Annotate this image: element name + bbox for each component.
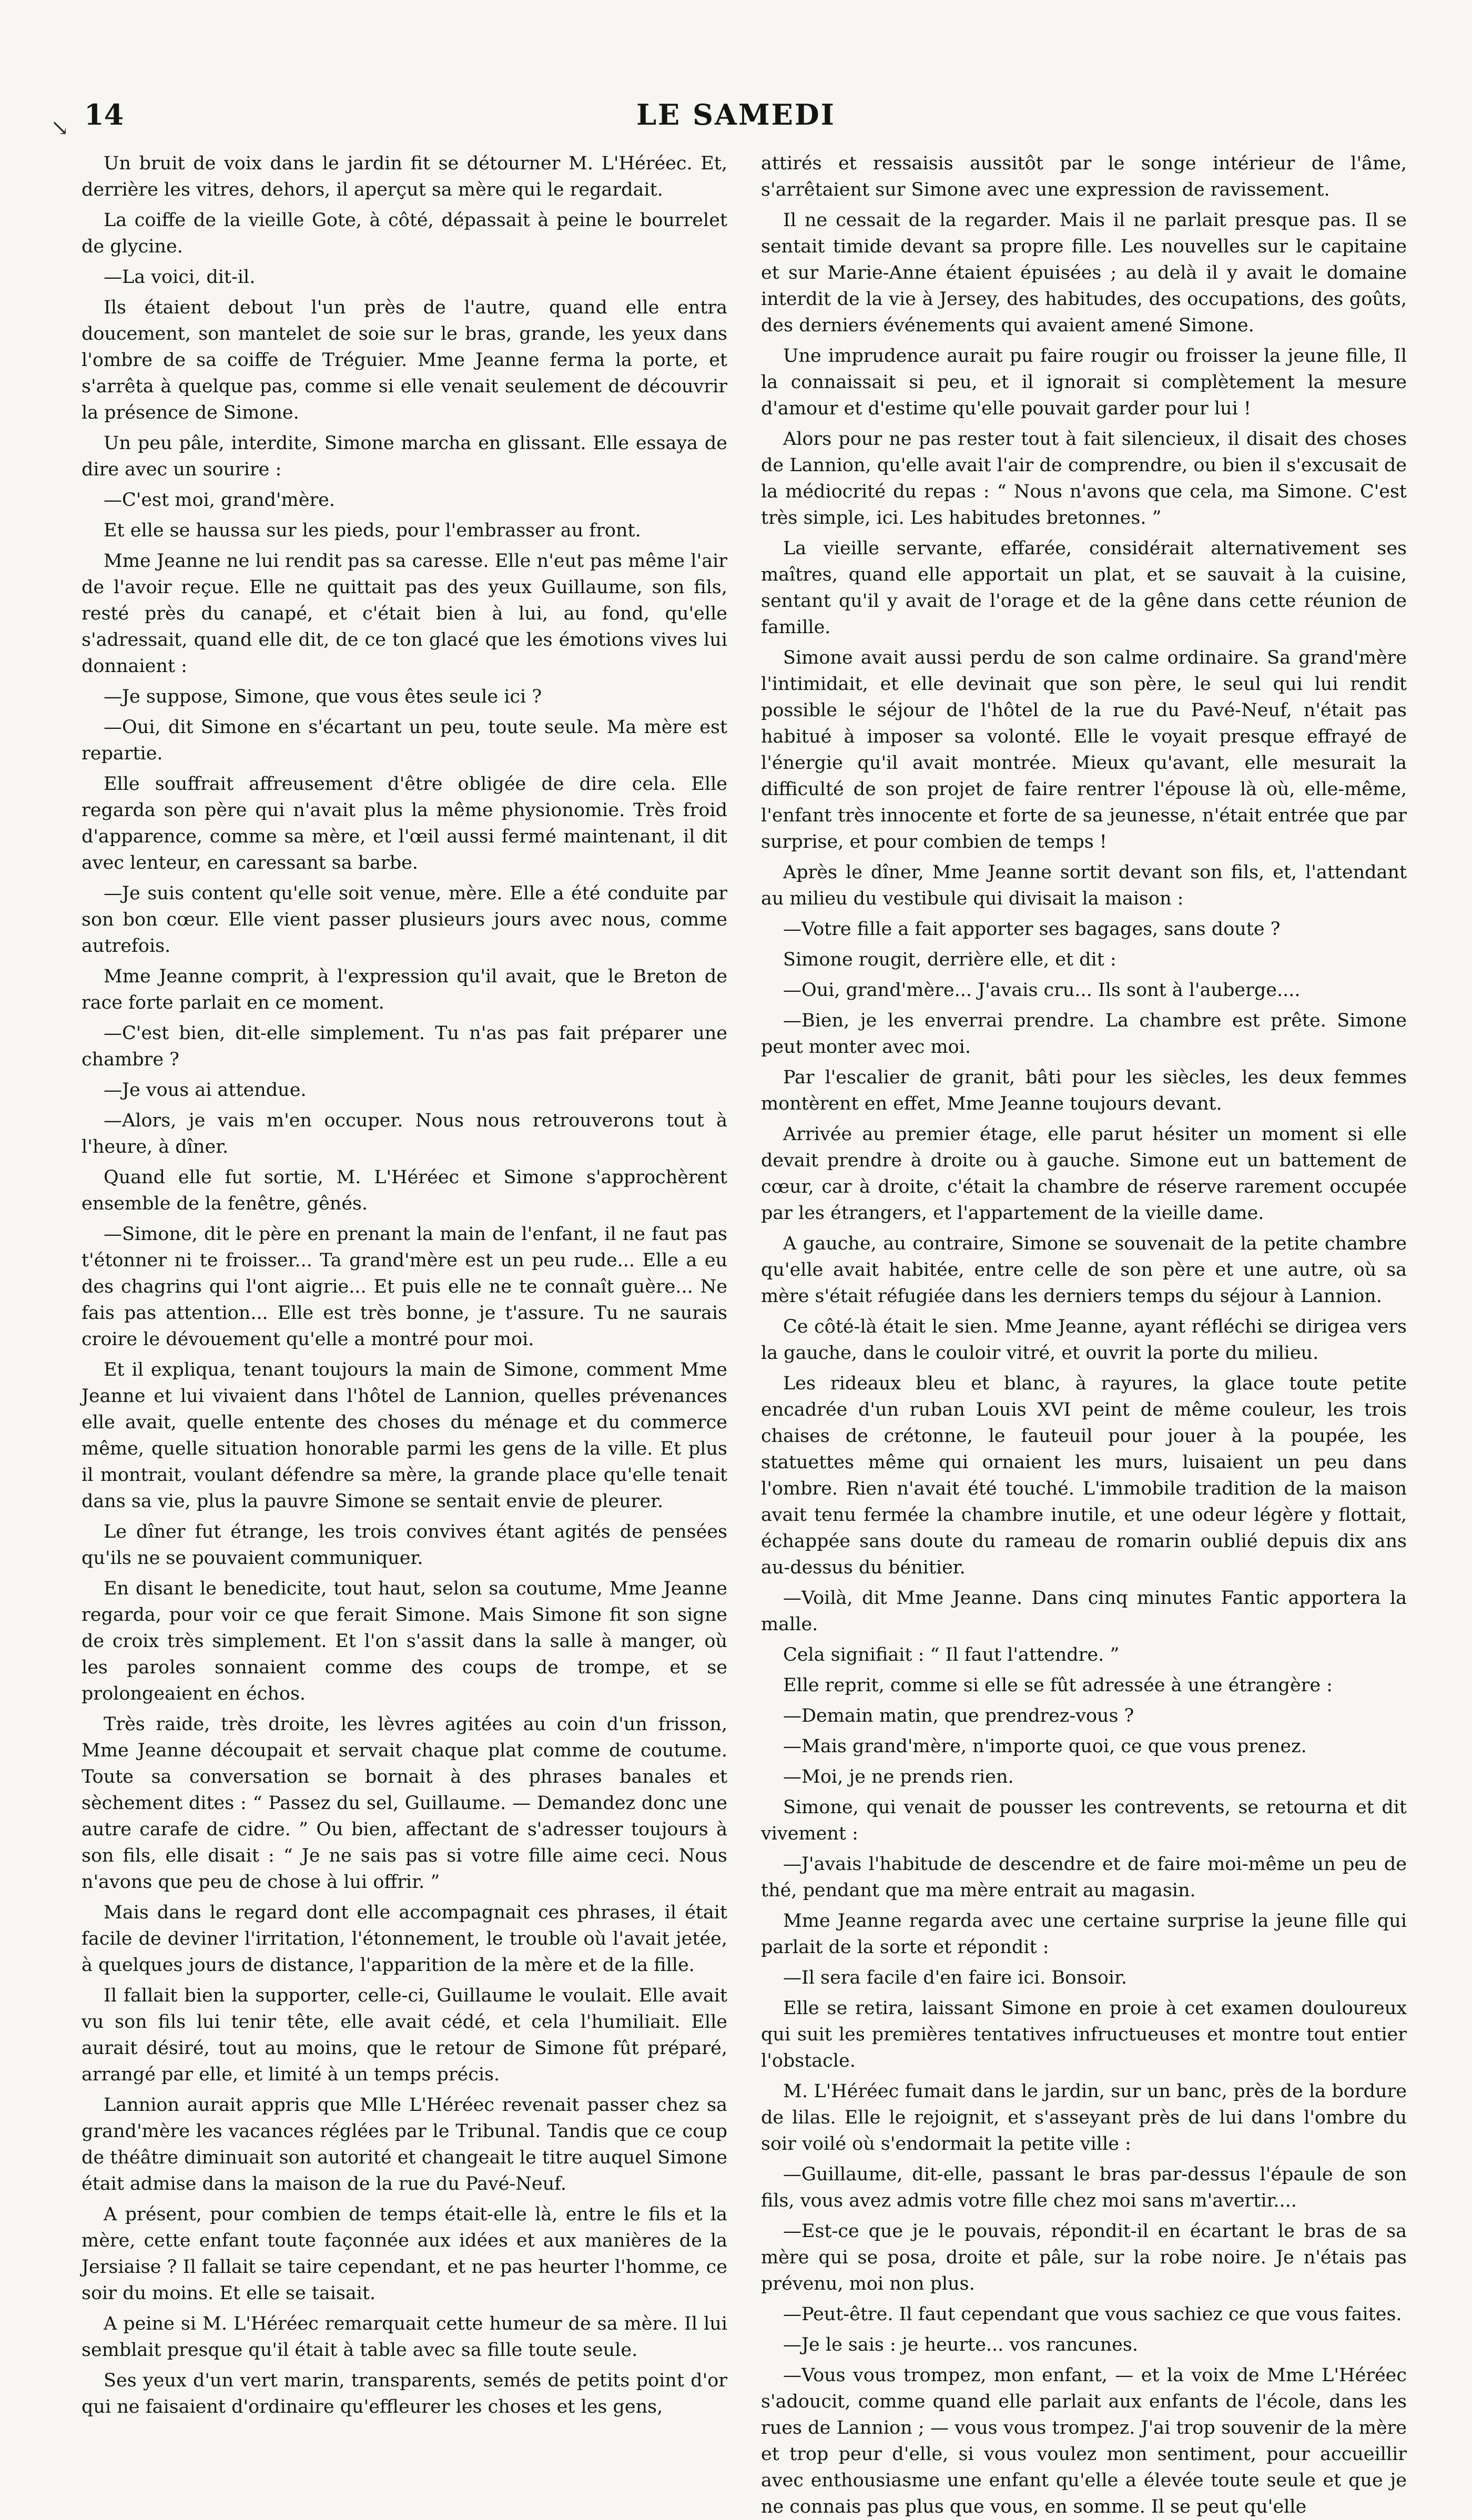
paragraph: —Votre fille a fait apporter ses bagages, sans doute ? (783, 919, 1281, 940)
right-column (761, 150, 1407, 2517)
paragraph: Mme Jeanne comprit, à l'expression qu'il avait, que le Breton de race forte parlait en ce moment. (82, 966, 727, 1013)
paragraph: Simone, qui venait de pousser les contrevents, se retourna et dit vivement : (761, 1797, 1407, 1844)
paragraph: Ses yeux d'un vert marin, transparents, semés de petits point d'or qui ne faisaient d'ordinaire qu'effleurer les choses et les gens, (82, 2370, 727, 2417)
paragraph: Mais dans le regard dont elle accompagnait ces phrases, il était facile de deviner l'irritation, l'étonnement, le trouble où l'avait jetée, à quelques jours de distance, l'apparition de la mère et de la fille. (82, 1902, 727, 1976)
paragraph: Mme Jeanne ne lui rendit pas sa caresse. Elle n'eut pas même l'air de l'avoir reçue. Elle ne quittait pas des yeux Guillaume, son fils, resté près du canapé, et c'était bien à lui, au fond, qu'elle s'adressait, quand elle dit, de ce ton glacé que les émotions vives lui donnaient : (82, 551, 727, 677)
margin-mark: ↘ (50, 115, 69, 140)
paragraph: —Moi, je ne prends rien. (783, 1766, 1014, 1787)
paragraph: Alors pour ne pas rester tout à fait silencieux, il disait des choses de Lannion, qu'elle avait l'air de comprendre, ou bien il s'excusait de la médiocrité du repas : “ Nous n'avons que cela, ma Simone. C'est très simple, ici. Les habitudes bretonnes. ” (761, 429, 1407, 529)
paragraph: Mme Jeanne regarda avec une certaine surprise la jeune fille qui parlait de la sorte et répondit : (761, 1911, 1407, 1958)
paragraph: —Voilà, dit Mme Jeanne. Dans cinq minutes Fantic apportera la malle. (761, 1588, 1407, 1635)
paragraph: —C'est moi, grand'mère. (104, 490, 336, 511)
paragraph: —Vous vous trompez, mon enfant, — et la voix de Mme L'Héréec s'adoucit, comme quand elle parlait aux enfants de l'école, dans les rues de Lannion ; — vous vous trompez. J'ai trop souvenir de la mère et trop peur d'elle, si vous voulez mon sentiment, pour accueillir avec enthousiasme une enfant qu'elle a élevée toute seule et que je ne connais pas plus que vous, en somme. Il se peut qu'elle (761, 2365, 1407, 2517)
paragraph: Simone avait aussi perdu de son calme ordinaire. Sa grand'mère l'intimidait, et elle devinait que son père, le seul qui lui rendit possible le séjour de l'hôtel de la rue du Pavé-Neuf, n'était pas habitué à imposer sa volonté. Elle le voyait presque effrayé de l'énergie qu'il avait montrée. Mieux qu'avant, elle mesurait la difficulté de son projet de faire rentrer l'épouse là où, elle-même, l'enfant très innocente et forte de sa jeunesse, n'était entrée que par surprise, et pour combien de temps ! (761, 647, 1407, 852)
paragraph: Elle se retira, laissant Simone en proie à cet examen douloureux qui suit les premières tentatives infructueuses et montre tout entier l'obstacle. (761, 1998, 1407, 2071)
paragraph: Ce côté-là était le sien. Mme Jeanne, ayant réfléchi se dirigea vers la gauche, dans le couloir vitré, et ouvrit la porte du milieu. (761, 1316, 1407, 1364)
paragraph: Elle reprit, comme si elle se fût adressée à une étrangère : (783, 1675, 1333, 1696)
paragraph: A présent, pour combien de temps était-elle là, entre le fils et la mère, cette enfant toute façonnée aux idées et aux manières de la Jersiaise ? Il fallait se taire cependant, et ne pas heurter l'homme, ce soir du moins. Et elle se taisait. (82, 2204, 727, 2304)
left-column (82, 150, 727, 2417)
paragraph: —Peut-être. Il faut cependant que vous sachiez ce que vous faites. (783, 2304, 1402, 2325)
paragraph: Et elle se haussa sur les pieds, pour l'embrasser au front. (104, 520, 641, 541)
paragraph: Les rideaux bleu et blanc, à rayures, la glace toute petite encadrée d'un ruban Louis XVI peint de même couleur, les trois chaises de crétonne, le fauteuil pour jouer à la poupée, les statuettes même qui ornaient les murs, luisaient un peu dans l'ombre. Rien n'avait été touché. L'immobile tradition de la maison avait tenu fermée la chambre inutile, et une odeur légère y flottait, échappée sans doute du rameau de romarin oublié depuis dix ans au-dessus du bénitier. (761, 1373, 1407, 1578)
paragraph: Il ne cessait de la regarder. Mais il ne parlait presque pas. Il se sentait timide devant sa propre fille. Les nouvelles sur le capitaine et sur Marie-Anne étaient épuisées ; au delà il y avait le domaine interdit de la vie à Jersey, des habitudes, des occupations, des goûts, des derniers événements qui avaient amené Simone. (761, 210, 1407, 336)
paragraph: Un peu pâle, interdite, Simone marcha en glissant. Elle essaya de dire avec un sourire : (82, 433, 727, 480)
paragraph: A gauche, au contraire, Simone se souvenait de la petite chambre qu'elle avait habitée, entre celle de son père et une autre, où sa mère s'était réfugiée dans les derniers temps du séjour à Lannion. (761, 1233, 1407, 1307)
paragraph: Il fallait bien la supporter, celle-ci, Guillaume le voulait. Elle avait vu son fils lui tenir tête, elle avait cédé, et cela l'humiliait. Elle aurait désiré, tout au moins, que le retour de Simone fût préparé, arrangé par elle, et limité à un temps précis. (82, 1985, 727, 2085)
text-columns (82, 150, 1407, 2517)
paragraph: Très raide, très droite, les lèvres agitées au coin d'un frisson, Mme Jeanne découpait et servait chaque plat comme de coutume. Toute sa conversation se bornait à des phrases banales et sèchement dites : “ Passez du sel, Guillaume. — Demandez donc une autre carafe de cidre. ” Ou bien, affectant de s'adresser toujours à son fils, elle disait : “ Je ne sais pas si votre fille aime ceci. Nous n'avons que peu de chose à lui offrir. ” (82, 1714, 727, 1893)
paragraph: —Oui, grand'mère... J'avais cru... Ils sont à l'auberge.... (783, 980, 1301, 1001)
paragraph: —Je suppose, Simone, que vous êtes seule ici ? (104, 686, 542, 707)
paragraph: Cela signifiait : “ Il faut l'attendre. ” (783, 1644, 1120, 1665)
paragraph: —J'avais l'habitude de descendre et de faire moi-même un peu de thé, pendant que ma mère entrait au magasin. (761, 1854, 1407, 1901)
paragraph: —Je suis content qu'elle soit venue, mère. Elle a été conduite par son bon cœur. Elle vient passer plusieurs jours avec nous, comme autrefois. (82, 883, 727, 957)
paragraph: —C'est bien, dit-elle simplement. Tu n'as pas fait préparer une chambre ? (82, 1023, 727, 1070)
page-number: 14 (84, 98, 124, 131)
paragraph: —Alors, je vais m'en occuper. Nous nous retrouverons tout à l'heure, à dîner. (82, 1110, 727, 1157)
paragraph: —La voici, dit-il. (104, 267, 256, 288)
paragraph: Une imprudence aurait pu faire rougir ou froisser la jeune fille, Il la connaissait si peu, et il ignorait si complètement la mesure d'amour et d'estime qu'elle pouvait garder pour lui ! (761, 346, 1407, 419)
paragraph: —Je le sais : je heurte... vos rancunes. (783, 2334, 1138, 2355)
paragraph: Par l'escalier de granit, bâti pour les siècles, les deux femmes montèrent en effet, Mme Jeanne toujours devant. (761, 1067, 1407, 1114)
paragraph: Un bruit de voix dans le jardin fit se détourner M. L'Héréec. Et, derrière les vitres, dehors, il aperçut sa mère qui le regardait. (82, 153, 727, 200)
paragraph: —Mais grand'mère, n'importe quoi, ce que vous prenez. (783, 1736, 1307, 1757)
paragraph: M. L'Héréec fumait dans le jardin, sur un banc, près de la bordure de lilas. Elle le rejoignit, et s'asseyant près de lui dans l'ombre du soir voilé où s'endormait la petite ville : (761, 2081, 1407, 2155)
paragraph: Après le dîner, Mme Jeanne sortit devant son fils, et, l'attendant au milieu du vestibule qui divisait la maison : (761, 862, 1407, 909)
paragraph: Ils étaient debout l'un près de l'autre, quand elle entra doucement, son mantelet de soie sur le bras, grande, les yeux dans l'ombre de sa coiffe de Tréguier. Mme Jeanne ferma la porte, et s'arrêta à quelque pas, comme si elle venait seulement de découvrir la présence de Simone. (82, 297, 727, 423)
paragraph: —Simone, dit le père en prenant la main de l'enfant, il ne faut pas t'étonner ni te froisser... Ta grand'mère est un peu rude... Elle a eu des chagrins qui l'ont aigrie... Et puis elle ne te connaît guère... Ne fais pas attention... Elle est très bonne, je t'assure. Tu ne saurais croire le dévouement qu'elle a montré pour moi. (82, 1224, 727, 1350)
paragraph: Et il expliqua, tenant toujours la main de Simone, comment Mme Jeanne et lui vivaient dans l'hôtel de Lannion, quelles prévenances elle avait, quelle entente des choses du ménage et du commerce même, quelle situation honorable parmi les gens de la ville. Et plus il montrait, voulant défendre sa mère, la grande place qu'elle tenait dans sa vie, plus la pauvre Simone se sentait envie de pleurer. (82, 1359, 727, 1512)
paragraph: Arrivée au premier étage, elle parut hésiter un moment si elle devait prendre à droite ou à gauche. Simone eut un battement de cœur, car à droite, c'était la chambre de réserve rarement occupée par les étrangers, et l'appartement de la vieille dame. (761, 1124, 1407, 1224)
paragraph: Simone rougit, derrière elle, et dit : (783, 949, 1116, 970)
paragraph: Lannion aurait appris que Mlle L'Héréec revenait passer chez sa grand'mère les vacances réglées par le Tribunal. Tandis que ce coup de théâtre diminuait son autorité et changeait le titre auquel Simone était admise dans la maison de la rue du Pavé-Neuf. (82, 2095, 727, 2194)
journal-title: LE SAMEDI (636, 98, 836, 131)
paragraph: A peine si M. L'Héréec remarquait cette humeur de sa mère. Il lui semblait presque qu'il était à table avec sa fille toute seule. (82, 2313, 727, 2361)
paragraph: Le dîner fut étrange, les trois convives étant agités de pensées qu'ils ne se pouvaient communiquer. (82, 1521, 727, 1569)
paragraph: La vieille servante, effarée, considérait alternativement ses maîtres, quand elle apportait un plat, et se sauvait à la cuisine, sentant qu'il y avait de l'orage et de la gêne dans cette réunion de famille. (761, 538, 1407, 638)
paragraph: La coiffe de la vieille Gote, à côté, dépassait à peine le bourrelet de glycine. (82, 210, 727, 257)
paragraph: —Il sera facile d'en faire ici. Bonsoir. (783, 1967, 1127, 1988)
paragraph: —Demain matin, que prendrez-vous ? (783, 1705, 1134, 1726)
paragraph: —Bien, je les enverrai prendre. La chambre est prête. Simone peut monter avec moi. (761, 1010, 1407, 1058)
paragraph: —Est-ce que je le pouvais, répondit-il en écartant le bras de sa mère qui se posa, droite et pâle, sur la robe noire. Je n'étais pas prévenu, moi non plus. (761, 2221, 1407, 2294)
paragraph: attirés et ressaisis aussitôt par le songe intérieur de l'âme, s'arrêtaient sur Simone avec une expression de ravissement. (761, 153, 1407, 200)
paragraph: Elle souffrait affreusement d'être obligée de dire cela. Elle regarda son père qui n'avait plus la même physionomie. Très froid d'apparence, comme sa mère, et l'œil aussi fermé maintenant, il dit avec lenteur, en caressant sa barbe. (82, 774, 727, 873)
paragraph: —Je vous ai attendue. (104, 1080, 307, 1101)
paragraph: —Oui, dit Simone en s'écartant un peu, toute seule. Ma mère est repartie. (82, 717, 727, 764)
paragraph: —Guillaume, dit-elle, passant le bras par-dessus l'épaule de son fils, vous avez admis votre fille chez moi sans m'avertir.... (761, 2164, 1407, 2211)
paragraph: Quand elle fut sortie, M. L'Héréec et Simone s'approchèrent ensemble de la fenêtre, gênés. (82, 1167, 727, 1214)
paragraph: En disant le benedicite, tout haut, selon sa coutume, Mme Jeanne regarda, pour voir ce que ferait Simone. Mais Simone fit son signe de croix très simplement. Et l'on s'assit dans la salle à manger, où les paroles sonnaient comme des coups de trompe, et se prolongeaient en échos. (82, 1578, 727, 1704)
